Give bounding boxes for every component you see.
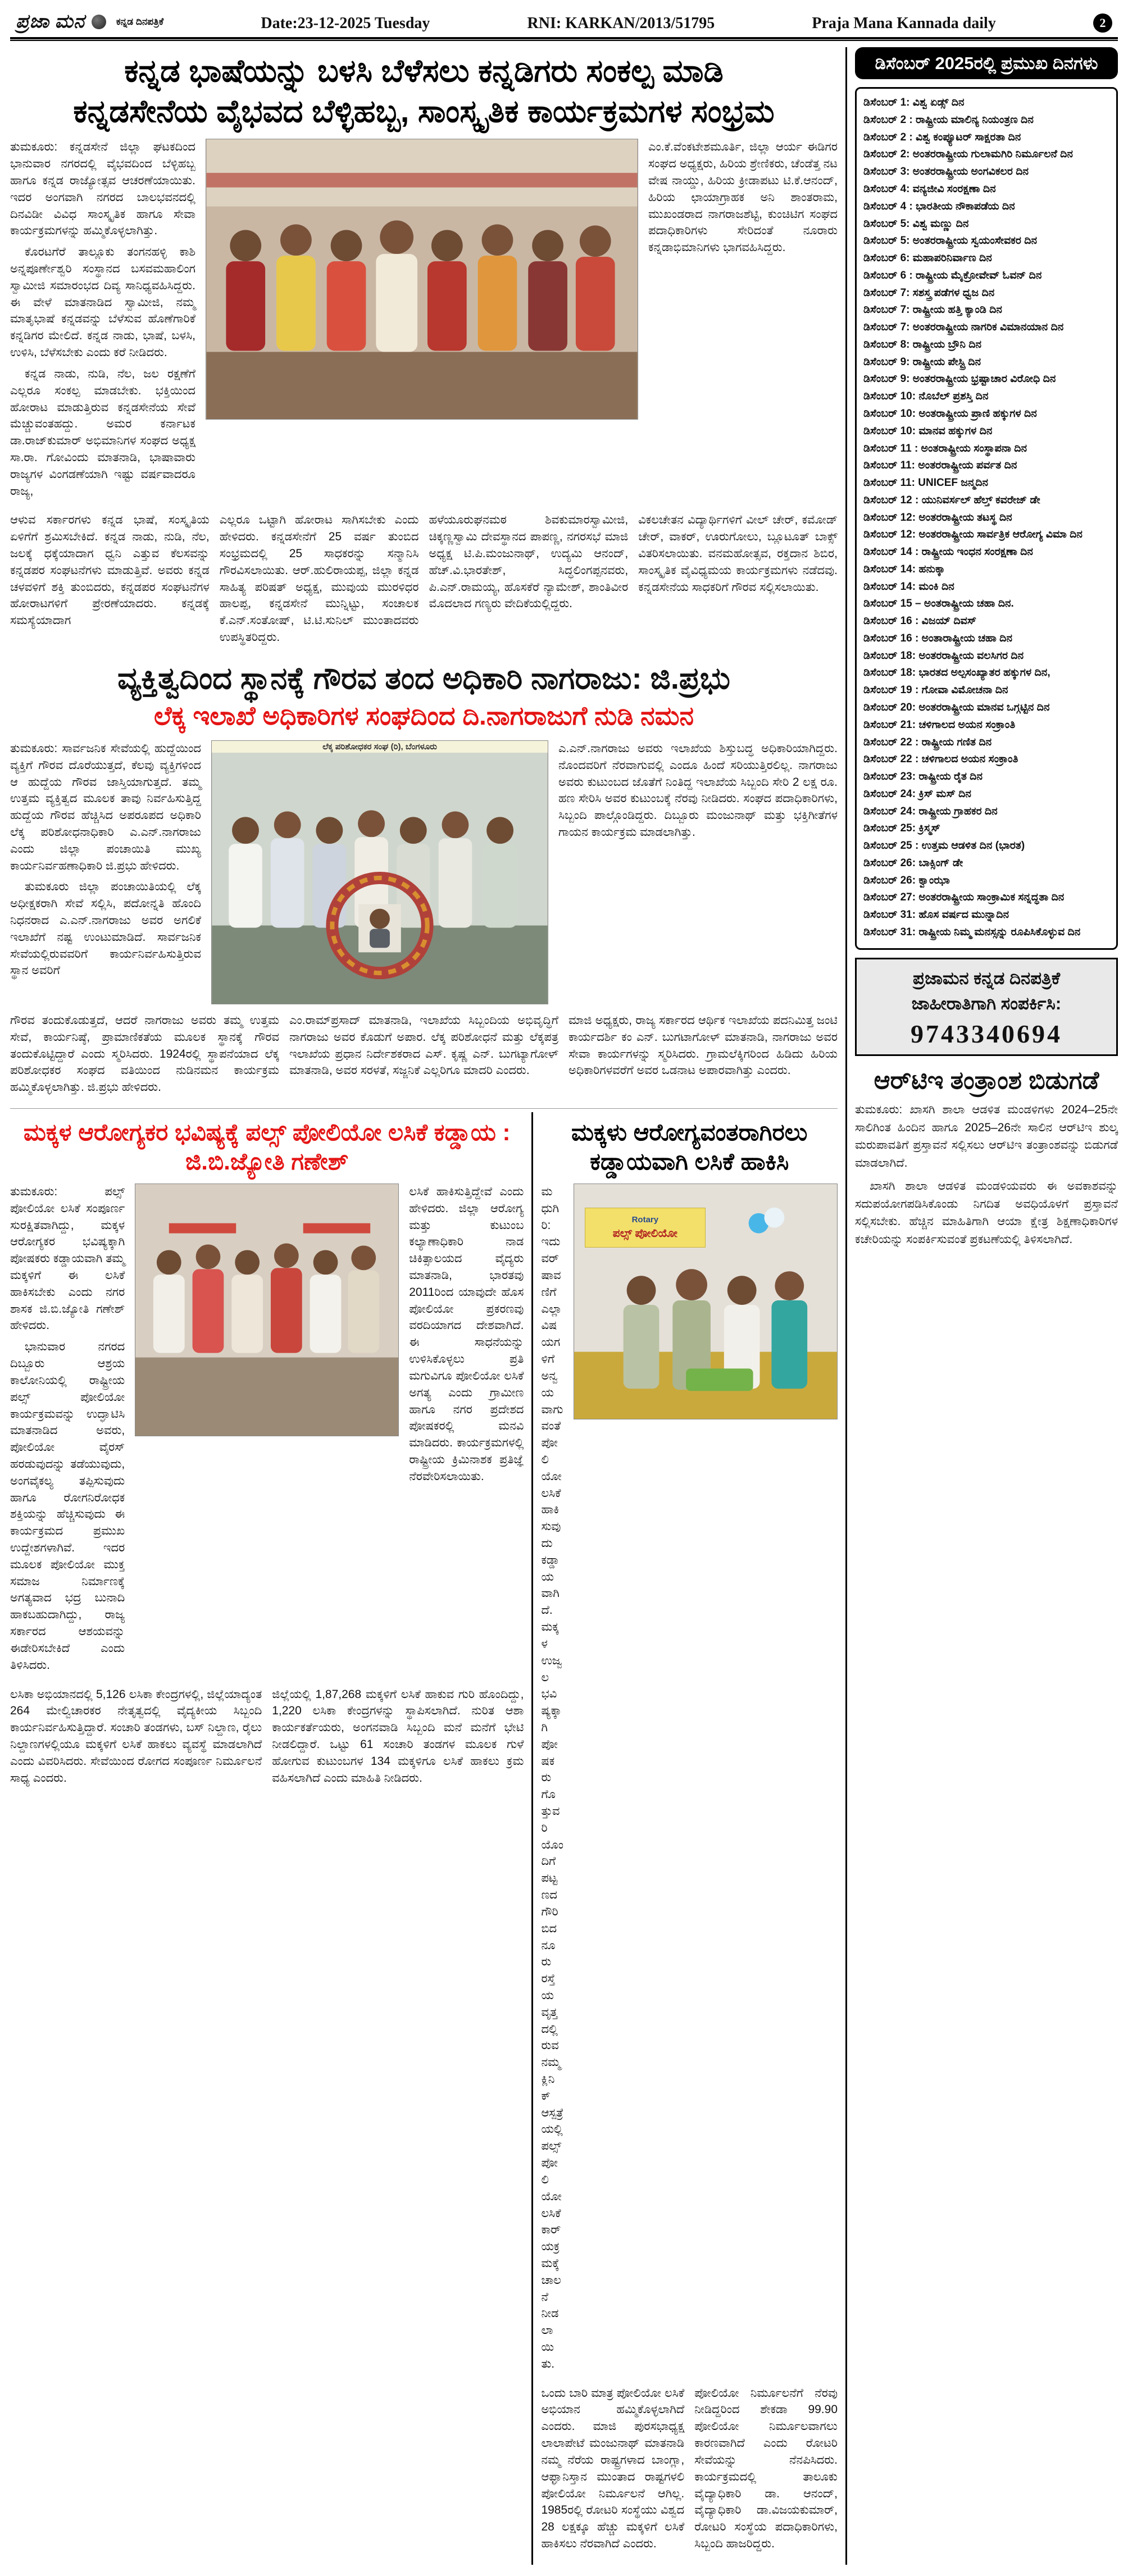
paper-logo-text: ಪ್ರಜಾ ಮನ <box>16 11 85 32</box>
article-kannada-sene-col5: ವಿಕಲಚೇತನ ವಿದ್ಯಾರ್ಥಿಗಳಿಗೆ ವೀಲ್ ಚೇರ್, ಕಮೋಡ್ ಚೇರ್, ವಾಕರ್, ಊರುಗೋಲು, ಬ್ಲೂಟೂತ್ ಬಾಕ್ಸ್ ವಿತರಿಸಲಾಯಿತು. ವನಮಹೋತ್ಸವ, ರಕ್ತದಾನ ಶಿಬಿರ, ಸಾಂಸ್ಕೃತಿಕ ವೈವಿಧ್ಯಮಯ ಕಾರ್ಯಕ್ರಮಗಳು ನಡೆದವು. ಕನ್ನಡಸೇನೆಯ ಸಾಧಕರಿಗೆ ಗೌರವ ಸಲ್ಲಿಸಲಾಯಿತು. <box>638 513 838 594</box>
december-day-item: ಡಿಸೆಂಬರ್ 20: ಅಂತರರಾಷ್ಟ್ರೀಯ ಮಾನವ ಒಗ್ಗಟ್ಟಿನ ದಿನ <box>863 701 1050 713</box>
december-day-item: ಡಿಸೆಂಬರ್ 10: ಅಂತರಾಷ್ಟ್ರೀಯ ಪ್ರಾಣಿ ಹಕ್ಕುಗಳ ದಿನ <box>863 407 1037 420</box>
article-rte <box>855 1064 1118 1254</box>
article-kannada-sene <box>10 51 838 650</box>
article-polio-city-col2: ಲಸಿಕೆ ಹಾಕಿಸುತ್ತಿದ್ದೇವೆ ಎಂದು ಹೇಳಿದರು. ಜಿಲ್ಲಾ ಆರೋಗ್ಯ ಮತ್ತು ಕುಟುಂಬ ಕಲ್ಯಾಣಾಧಿಕಾರಿ ನಾಡ ಚಿಕಿತ್ಸಾಲಯದ ವೈದ್ಯರು ಮಾತನಾಡಿ, ಭಾರತವು 2011ರಿಂದ ಯಾವುದೇ ಹೊಸ ಪೋಲಿಯೋ ಪ್ರಕರಣವು ವರದಿಯಾಗದ ದೇಶವಾಗಿದೆ. ಈ ಸಾಧನೆಯನ್ನು ಉಳಿಸಿಕೊಳ್ಳಲು ಪ್ರತಿ ಮಗುವಿಗೂ ಪೋಲಿಯೋ ಲಸಿಕೆ ಅಗತ್ಯ ಎಂದು ಗ್ರಾಮೀಣ ಹಾಗೂ ನಗರ ಪ್ರದೇಶದ ಪೋಷಕರಲ್ಲಿ ಮನವಿ ಮಾಡಿದರು. ಕಾರ್ಯಕ್ರಮಗಳಲ್ಲಿ ರಾಷ್ಟ್ರೀಯ ಕ್ರಿಮಿನಾಶಕ ಪ್ರತಿಜ್ಞೆ ನೆರವೇರಿಸಲಾಯಿತು. <box>409 1185 524 1483</box>
article-polio-madhugiri-intro: ಮಧುಗಿರಿ: ಇದು ವರ್ಷಾವಣಿಗೆ ಎಲ್ಲಾ ವಿಷಯಗಳಿಗೆ ಅನ್ವಯವಾಗುವಂತೆ ಪೋಲಿಯೋ ಲಸಿಕೆ ಹಾಕಿಸುವುದು ಕಡ್ಡಾಯವಾಗಿದೆ. ಮಕ್ಕಳ ಉಜ್ವಲ ಭವಿಷ್ಯಕ್ಕಾಗಿ ಪೋಷಕರು ಗೊತ್ತುವರಿಯೊಂದಿಗೆ ಪಟ್ಟಣದ ಗೌರಿಬಿದನೂರು ರಸ್ತೆಯ ವೃತ್ತದಲ್ಲಿರುವ ನಮ್ಮ ಕ್ಲಿನಿಕ್ ಆಸ್ಪತ್ರೆಯಲ್ಲಿ ಪಲ್ಸ್ ಪೋಲಿಯೋ ಲಸಿಕೆ ಕಾರ್ಯಕ್ರಮಕ್ಕೆ ಚಾಲನೆ ನೀಡಲಾಯಿತು. <box>541 1185 564 2370</box>
article-kannada-sene-col2: ಆಳುವ ಸರ್ಕಾರಗಳು ಕನ್ನಡ ಭಾಷೆ, ಸಂಸ್ಕೃತಿಯ ಏಳಿಗೆಗೆ ಶ್ರಮಿಸಬೇಕಿದೆ. ಕನ್ನಡ ನಾಡು, ನುಡಿ, ನೆಲ, ಜಲಕ್ಕೆ ಧಕ್ಕೆಯಾದಾಗ ಧ್ವನಿ ಎತ್ತುವ ಕೆಲಸವನ್ನು ಕನ್ನಡಪರ ಸಂಘಟನೆಗಳು ಮಾಡುತ್ತಿವೆ. ಅವರು ಕನ್ನಡ ಚಳವಳಿಗೆ ಶಕ್ತಿ ತುಂಬಿದರು, ಕನ್ನಡಪರ ಸಂಘಟನೆಗಳ ಹೋರಾಟಗಳಿಗೆ ಪ್ರೇರಣೆಯಾದರು. ಕನ್ನಡಕ್ಕೆ ಸಮಸ್ಯೆಯಾದಾಗ <box>10 513 210 627</box>
paper-logo <box>16 11 163 33</box>
page-number-badge: 2 <box>1093 13 1112 33</box>
article-polio-madhugiri-headline: ಮಕ್ಕಳು ಆರೋಗ್ಯವಂತರಾಗಿರಲು ಕಡ್ಡಾಯವಾಗಿ ಲಸಿಕೆ ಹಾಕಿಸಿ <box>571 1118 808 1175</box>
article-nagaraju-subheadline: ಲೆಕ್ಕ ಇಲಾಖೆ ಅಧಿಕಾರಿಗಳ ಸಂಘದಿಂದ ದಿ.ನಾಗರಾಜುಗೆ ನುಡಿ ನಮನ <box>153 700 694 730</box>
article-kannada-sene-col3: ಎಲ್ಲರೂ ಒಟ್ಟಾಗಿ ಹೋರಾಟ ಸಾಗಿಸಬೇಕು ಎಂದು ಹೇಳಿದರು. ಕನ್ನಡಸೇನೆಗೆ 25 ವರ್ಷ ತುಂಬಿದ ಸಂಭ್ರಮದಲ್ಲಿ 25 ಸಾಧಕರನ್ನು ಸನ್ಮಾನಿಸಿ ಗೌರವಿಸಲಾಯಿತು. ಆರ್.ಹುಲಿರಾಯಪ್ಪ, ಜಿಲ್ಲಾ ಕನ್ನಡ ಸಾಹಿತ್ಯ ಪರಿಷತ್ ಅಧ್ಯಕ್ಷ, ಮುವುಯ ಮುರಳಿಧರ ಹಾಲಪ್ಪ, ಕನ್ನಡಸೇನೆ ಮುನ್ನಿಟ್ಟು, ಸಂಚಾಲಕ ಕೆ.ಎನ್.ಸಂತೋಷ್, ಟಿ.ಟಿ.ಸುನಿಲ್ ಮುಂತಾದವರು ಉಪಸ್ಥಿತರಿದ್ದರು. <box>219 513 419 644</box>
december-day-item: ಡಿಸೆಂಬರ್ 24: ಕ್ರಿಸ್ ಮಸ್ ದಿನ <box>863 788 971 800</box>
ad-line-2: ಜಾಹೀರಾತಿಗಾಗಿ ಸಂಪರ್ಕಿಸಿ: <box>911 993 1062 1013</box>
photo-illustration <box>206 139 638 419</box>
december-day-item: ಡಿಸೆಂಬರ್ 1: ವಿಶ್ವ ಏಡ್ಸ್ ದಿನ <box>863 97 965 109</box>
december-day-item: ಡಿಸೆಂಬರ್ 31: ಹೊಸ ವರ್ಷದ ಮುನ್ನಾದಿನ <box>863 909 1009 921</box>
article-nagaraju-col1: ತುಮಕೂರು: ಸಾರ್ವಜನಿಕ ಸೇವೆಯಲ್ಲಿ ಹುದ್ದೆಯಿಂದ ವ್ಯಕ್ತಿಗೆ ಗೌರವ ದೊರೆಯುತ್ತದೆ, ಕೆಲವು ವ್ಯಕ್ತಿಗಳಿಂದ ಆ ಹುದ್ದೆಯ ಗೌರವ ಜಾಸ್ತಿಯಾಗುತ್ತದೆ. ತಮ್ಮ ಉತ್ತಮ ವ್ಯಕ್ತಿತ್ವದ ಮೂಲಕ ತಾವು ನಿರ್ವಹಿಸುತ್ತಿದ್ದ ಹುದ್ದೆಯ ಗೌರವ ಹೆಚ್ಚಿಸಿದ ಅಪರೂಪದ ಅಧಿಕಾರಿ ಲೆಕ್ಕ ಪರಿಶೋಧನಾಧಿಕಾರಿ ಎ.ಎನ್.ನಾಗರಾಜು ಎಂದು ಜಿಲ್ಲಾ ಪಂಚಾಯಿತಿ ಮುಖ್ಯ ಕಾರ್ಯನಿರ್ವಹಣಾಧಿಕಾರಿ ಜಿ.ಪ್ರಭು ಹೇಳಿದರು. ತುಮಕೂರು ಜಿಲ್ಲಾ ಪಂಚಾಯಿತಿಯಲ್ಲಿ ಲೆಕ್ಕ ಅಧೀಕ್ಷಕರಾಗಿ ಸೇವೆ ಸಲ್ಲಿಸಿ, ಪದೋನ್ನತಿ ಹೊಂದಿ ನಿಧನರಾದ ಎ.ಎನ್.ನಾಗರಾಜು ಅವರ ಅಗಲಿಕೆ ಇಲಾಖೆಗೆ ನಷ್ಟ ಉಂಟುಮಾಡಿದೆ. ಸಾರ್ವಜನಿಕ ಸೇವೆಯಲ್ಲಿರುವವರಿಗೆ ಕಾರ್ಯನಿರ್ವಹಿಸುತ್ತಿರುವ ಸ್ಥಾನ ಅವರಿಗೆ <box>10 741 201 977</box>
photo-banner-text: ಲೆಕ್ಕ ಪರಿಶೋಧಕರ ಸಂಘ (ರಿ), ಬೆಂಗಳೂರು <box>212 741 548 753</box>
article-kannada-sene-col-right: ಎಂ.ಕೆ.ವೆಂಕಟೇಶಮೂರ್ತಿ, ಜಿಲ್ಲಾ ಆರ್ಯ ಈಡಿಗರ ಸಂಘದ ಅಧ್ಯಕ್ಷರು, ಹಿರಿಯ ಶ್ರೇಣಿಕರು, ಚೆಂಡೆತ್ತ ನಟ ವೇಷ ನಾಯ್ಡು, ಹಿರಿಯ ಕ್ರೀಡಾಪಟು ಟಿ.ಕೆ.ಆನಂದ್, ಹಿರಿಯ ಛಾಯಾಗ್ರಾಹಕ ಅನಿ ಶಾಂತರಾಮ, ಮುಖಂಡರಾದ ನಾಗರಾಜಶೆಟ್ಟಿ, ಕುಂಚಿಟಿಗ ಸಂಘದ ಪದಾಧಿಕಾರಿಗಳು ಸೇರಿದಂತೆ ನೂರಾರು ಕನ್ನಡಾಭಿಮಾನಿಗಳು ಭಾಗವಹಿಸಿದ್ದರು. <box>648 140 838 254</box>
issue-date: Date:23-12-2025 Tuesday <box>261 15 430 32</box>
december-day-item: ಡಿಸೆಂಬರ್ 23: ರಾಷ್ಟ್ರೀಯ ರೈತ ದಿನ <box>863 771 983 783</box>
photo-illustration <box>135 1184 398 1436</box>
december-day-item: ಡಿಸೆಂಬರ್ 21: ಚಳಿಗಾಲದ ಅಯನ ಸಂಕ್ರಾಂತಿ <box>863 718 1016 731</box>
main-content-area <box>10 47 847 2565</box>
december-day-item: ಡಿಸೆಂಬರ್ 12 : ಯುನಿವರ್ಸಲ್ ಹೆಲ್ತ್ ಕವರೇಜ್ ಡೇ <box>863 494 1040 506</box>
december-day-item: ಡಿಸೆಂಬರ್ 5: ಅಂತರರಾಷ್ಟ್ರೀಯ ಸ್ವಯಂಸೇವಕರ ದಿನ <box>863 235 1038 247</box>
nagaraju-tribute-photo <box>211 740 548 1004</box>
photo-illustration <box>212 741 548 1004</box>
article-nagaraju-col2: ಗೌರವ ತಂದುಕೊಡುತ್ತದೆ, ಆದರೆ ನಾಗರಾಜು ಅವರು ತಮ್ಮ ಉತ್ತಮ ಸೇವೆ, ಕಾರ್ಯನಿಷ್ಠೆ, ಪ್ರಾಮಾಣಿಕತೆಯ ಮೂಲಕ ಸ್ಥಾನಕ್ಕೆ ಗೌರವ ತಂದುಕೊಟ್ಟಿದ್ದಾರೆ ಎಂದು ಸ್ಮರಿಸಿದರು. 1924ರಲ್ಲಿ ಸ್ಥಾಪನೆಯಾದ ಲೆಕ್ಕ ಪರಿಶೋಧಕರ ಸಂಘದ ವತಿಯಿಂದ ನುಡಿನಮನ ಕಾರ್ಯಕ್ರಮ ಹಮ್ಮಿಕೊಳ್ಳಲಾಗಿತ್ತು. ಜಿ.ಪ್ರಭು ಹೇಳಿದರು. <box>10 1013 279 1094</box>
december-day-item: ಡಿಸೆಂಬರ್ 16 : ಅಂತಾರಾಷ್ಟ್ರೀಯ ಚಹಾ ದಿನ <box>863 632 1013 644</box>
december-day-item: ಡಿಸೆಂಬರ್ 11: UNICEF ಜನ್ಮದಿನ <box>863 477 989 489</box>
december-day-item: ಡಿಸೆಂಬರ್ 6: ಮಹಾಪರಿನಿರ್ವಾಣ ದಿನ <box>863 252 992 265</box>
december-day-item: ಡಿಸೆಂಬರ್ 9: ಅಂತರರಾಷ್ಟ್ರೀಯ ಭ್ರಷ್ಟಾಚಾರ ವಿರೋಧಿ ದಿನ <box>863 373 1056 385</box>
december-day-item: ಡಿಸೆಂಬರ್ 10: ಮಾನವ ಹಕ್ಕುಗಳ ದಿನ <box>863 425 993 437</box>
rotary-banner-text: Rotary <box>631 1214 659 1225</box>
december-day-item: ಡಿಸೆಂಬರ್ 26: ಬಾಕ್ಸಿಂಗ್ ಡೇ <box>863 857 963 869</box>
december-day-item: ಡಿಸೆಂಬರ್ 7: ಅಂತರರಾಷ್ಟ್ರೀಯ ನಾಗರಿಕ ವಿಮಾನಯಾನ ದಿನ <box>863 321 1064 334</box>
article-nagaraju-col4: ಮಾಜಿ ಅಧ್ಯಕ್ಷರು, ರಾಜ್ಯ ಸರ್ಕಾರದ ಆರ್ಥಿಕ ಇಲಾಖೆಯ ಪದನಿಮಿತ್ತ ಜಂಟಿ ಕಾರ್ಯದರ್ಶಿ ಕಂ ಎನ್. ಬುಗಟಾಗೋಳ್ ಮಾತನಾಡಿ, ನಾಗರಾಜು ಅವರ ಸೇವಾ ಕಾರ್ಯಗಳನ್ನು ಸ್ಮರಿಸಿದರು. ಗ್ರಾಮಲೆಕ್ಕಿಗರಿಂದ ಹಿಡಿದು ಹಿರಿಯ ಅಧಿಕಾರಿಗಳವರೆಗೆ ಅವರ ಒಡನಾಟ ಅಪಾರವಾಗಿತ್ತು ಎಂದರು. <box>568 1013 838 1077</box>
december-day-item: ಡಿಸೆಂಬರ್ 10: ನೊಬೆಲ್ ಪ್ರಶಸ್ತಿ ದಿನ <box>863 390 989 403</box>
december-day-item: ಡಿಸೆಂಬರ್ 25: ಕ್ರಿಸ್ಮಸ್ <box>863 822 940 835</box>
december-day-item: ಡಿಸೆಂಬರ್ 14: ಮಂಕಿ ದಿನ <box>863 580 954 593</box>
december-day-item: ಡಿಸೆಂಬರ್ 31: ರಾಷ್ಟ್ರೀಯ ನಿಮ್ಮ ಮನಸ್ಸನ್ನು ರೂಪಿಸಿಕೊಳ್ಳುವ ದಿನ <box>863 926 1081 938</box>
december-day-item: ಡಿಸೆಂಬರ್ 27: ಅಂತರರಾಷ್ಟ್ರೀಯ ಸಾಂಕ್ರಾಮಿಕ ಸನ್ನದ್ಧತಾ ದಿನ <box>863 891 1065 904</box>
december-day-item: ಡಿಸೆಂಬರ್ 14 : ರಾಷ್ಟ್ರೀಯ ಇಂಧನ ಸಂರಕ್ಷಣಾ ದಿನ <box>863 546 1033 558</box>
paper-emblem-icon <box>92 15 106 29</box>
december-day-item: ಡಿಸೆಂಬರ್ 3: ಅಂತರರಾಷ್ಟ್ರೀಯ ಅಂಗವಿಕಲರ ದಿನ <box>863 166 1029 178</box>
december-day-item: ಡಿಸೆಂಬರ್ 2 : ರಾಷ್ಟ್ರೀಯ ಮಾಲಿನ್ಯ ನಿಯಂತ್ರಣ ದಿನ <box>863 113 1034 126</box>
december-day-item: ಡಿಸೆಂಬರ್ 18: ಅಂತರರಾಷ್ಟ್ರೀಯ ವಲಸಿಗರ ದಿನ <box>863 649 1024 662</box>
article-nagaraju-headline: ವ್ಯಕ್ತಿತ್ವದಿಂದ ಸ್ಥಾನಕ್ಕೆ ಗೌರವ ತಂದ ಅಧಿಕಾರಿ ನಾಗರಾಜು: ಜಿ.ಪ್ರಭು <box>117 661 730 695</box>
december-day-item: ಡಿಸೆಂಬರ್ 22 : ಚಳಿಗಾಲದ ಅಯನ ಸಂಕ್ರಾಂತಿ <box>863 753 1018 766</box>
headline-line-2: ಕನ್ನಡಸೇನೆಯ ವೈಭವದ ಬೆಳ್ಳಿಹಬ್ಬ, ಸಾಂಸ್ಕೃತಿಕ ಕಾರ್ಯಕ್ರಮಗಳ ಸಂಭ್ರಮ <box>73 93 775 129</box>
article-nagaraju-col3: ಎಂ.ರಾಮ್‌ಪ್ರಸಾದ್ ಮಾತನಾಡಿ, ಇಲಾಖೆಯ ಸಿಬ್ಬಂದಿಯ ಅಭಿವೃದ್ಧಿಗೆ ನಾಗರಾಜು ಅವರ ಕೊಡುಗೆ ಅಪಾರ. ಲೆಕ್ಕ ಪರಿಶೋಧನೆ ಮತ್ತು ಲೆಕ್ಕಪತ್ರ ಇಲಾಖೆಯ ಪ್ರಧಾನ ನಿರ್ದೇಶಕರಾದ ಎಸ್. ಕೃಷ್ಣ ಎನ್. ಬುಗಟ್ಯಾಗೋಳ್ ಮಾತನಾಡಿ, ಅವರ ಸರಳತೆ, ಸಜ್ಜನಿಕೆ ಎಲ್ಲರಿಗೂ ಮಾದರಿ ಎಂದರು. <box>289 1013 558 1077</box>
december-day-item: ಡಿಸೆಂಬರ್ 22 : ರಾಷ್ಟ್ರೀಯ ಗಣಿತ ದಿನ <box>863 736 992 748</box>
december-day-item: ಡಿಸೆಂಬರ್ 11 : ಅಂತರಾಷ್ಟ್ರೀಯ ಸಂಸ್ಥಾಪನಾ ದಿನ <box>863 442 1027 454</box>
december-day-item: ಡಿಸೆಂಬರ್ 9: ರಾಷ್ಟ್ರೀಯ ಪೇಸ್ಟ್ರಿ ದಿನ <box>863 356 981 368</box>
article-polio-madhugiri-col2: ಪೋಲಿಯೋ ನಿರ್ಮೂಲನೆಗೆ ನೆರವು ನೀಡಿದ್ದರಿಂದ ಶೇಕಡಾ 99.90 ಪೋಲಿಯೋ ನಿರ್ಮೂಲವಾಗಲು ಕಾರಣವಾಗಿದೆ ಎಂದು ರೋಟರಿ ಸೇವೆಯನ್ನು ನೆನಪಿಸಿದರು. ಕಾರ್ಯಕ್ರಮದಲ್ಲಿ ತಾಲೂಕು ವೈದ್ಯಾಧಿಕಾರಿ ಡಾ. ಆನಂದ್, ವೈದ್ಯಾಧಿಕಾರಿ ಡಾ.ವಿಜಯಕುಮಾರ್, ರೋಟರಿ ಸಂಸ್ಥೆಯ ಪದಾಧಿಕಾರಿಗಳು, ಸಿಬ್ಬಂದಿ ಹಾಜರಿದ್ದರು. <box>694 2386 838 2550</box>
article-polio-city-col4: ಜಿಲ್ಲೆಯಲ್ಲಿ 1,87,268 ಮಕ್ಕಳಿಗೆ ಲಸಿಕೆ ಹಾಕುವ ಗುರಿ ಹೊಂದಿದ್ದು, 1,220 ಲಸಿಕಾ ಕೇಂದ್ರಗಳನ್ನು ಸ್ಥಾಪಿಸಲಾಗಿದೆ. ನುರಿತ ಆಶಾ ಕಾರ್ಯಕರ್ತೆಯರು, ಅಂಗನವಾಡಿ ಸಿಬ್ಬಂದಿ ಮನೆ ಮನೆಗೆ ಭೇಟಿ ನೀಡಲಿದ್ದಾರೆ. ಒಟ್ಟು 61 ಸಂಚಾರಿ ತಂಡಗಳ ಮೂಲಕ ಗುಳೆ ಹೋಗುವ ಕುಟುಂಬಗಳ 134 ಮಕ್ಕಳಿಗೂ ಲಸಿಕೆ ಹಾಕಲು ಕ್ರಮ ವಹಿಸಲಾಗಿದೆ ಎಂದು ಮಾಹಿತಿ ನೀಡಿದರು. <box>272 1687 524 1785</box>
december-day-item: ಡಿಸೆಂಬರ್ 19 : ಗೋವಾ ವಿಮೋಚನಾ ದಿನ <box>863 684 1008 697</box>
headline-line-1: ಕನ್ನಡ ಭಾಷೆಯನ್ನು ಬಳಸಿ ಬೆಳೆಸಲು ಕನ್ನಡಿಗರು ಸಂಕಲ್ಪ ಮಾಡಿ <box>124 53 724 88</box>
article-polio-madhugiri-col1: ಒಂದು ಬಾರಿ ಮಾತ್ರ ಪೋಲಿಯೋ ಲಸಿಕೆ ಅಭಿಯಾನ ಹಮ್ಮಿಕೊಳ್ಳಲಾಗಿದೆ ಎಂದರು. ಮಾಜಿ ಪುರಸಭಾಧ್ಯಕ್ಷ ಲಾಲಾಪೇಟೆ ಮಂಜುನಾಥ್ ಮಾತನಾಡಿ ನಮ್ಮ ನೆರೆಯ ರಾಷ್ಟ್ರಗಳಾದ ಬಾಂಗ್ಲಾ, ಆಫ್ಘಾನಿಸ್ತಾನ ಮುಂತಾದ ರಾಷ್ಟಗಳಲಿ ಪೋಲಿಯೋ ನಿರ್ಮೂಲನೆ ಆಗಿಲ್ಲ. 1985ರಲ್ಲಿ ರೋಟರಿ ಸಂಸ್ಥೆಯು ವಿಶ್ವದ 28 ಲಕ್ಷಕ್ಕೂ ಹೆಚ್ಚು ಮಕ್ಕಳಿಗೆ ಲಸಿಕೆ ಹಾಕಿಸಲು ನೆರವಾಗಿದೆ ಎಂದರು. <box>541 2386 685 2550</box>
december-day-item: ಡಿಸೆಂಬರ್ 7: ಸಶಸ್ತ್ರ ಪಡೆಗಳ ಧ್ವಜ ದಿನ <box>863 286 995 299</box>
december-day-item: ಡಿಸೆಂಬರ್ 18: ಭಾರತದ ಅಲ್ಪಸಂಖ್ಯಾತರ ಹಕ್ಕುಗಳ ದಿನ, <box>863 667 1050 679</box>
rte-paragraph-2: ಖಾಸಗಿ ಶಾಲಾ ಆಡಳಿತ ಮಂಡಳಿಯವರು ಈ ಅವಕಾಶವನ್ನು ಸದುಪಯೋಗಪಡಿಸಿಕೊಂಡು ನಿಗದಿತ ಅವಧಿಯೊಳಗೆ ಪ್ರಸ್ತಾವನೆ ಸಲ್ಲಿಸಬೇಕು. ಹೆಚ್ಚಿನ ಮಾಹಿತಿಗಾಗಿ ಆಯಾ ಕ್ಷೇತ್ರ ಶಿಕ್ಷಣಾಧಿಕಾರಿಗಳ ಕಚೇರಿಯನ್ನು ಸಂಪರ್ಕಿಸುವಂತೆ ಪ್ರಕಟಣೆಯಲ್ಲಿ ತಿಳಿಸಲಾಗಿದೆ. <box>855 1180 1118 1246</box>
masthead <box>10 8 1118 39</box>
december-day-item: ಡಿಸೆಂಬರ್ 7: ರಾಷ್ಟ್ರೀಯ ಹತ್ತಿ ಕ್ಯಾಂಡಿ ದಿನ <box>863 304 1002 316</box>
december-day-item: ಡಿಸೆಂಬರ್ 15 – ಅಂತರಾಷ್ಟ್ರೀಯ ಚಹಾ ದಿನ. <box>863 598 1014 610</box>
polio-banner-text: ಪಲ್ಸ್ ಪೋಲಿಯೋ <box>612 1227 677 1240</box>
december-days-list <box>855 87 1118 950</box>
december-day-item: ಡಿಸೆಂಬರ್ 16 : ವಿಜಯ್ ದಿವಸ್ <box>863 615 977 627</box>
article-polio-city-col3: ಲಸಿಕಾ ಅಭಿಯಾನದಲ್ಲಿ 5,126 ಲಸಿಕಾ ಕೇಂದ್ರಗಳಲ್ಲಿ, ಜಿಲ್ಲೆಯಾದ್ಯಂತ 264 ಮೇಲ್ವಿಚಾರಕರ ನೇತೃತ್ವದಲ್ಲಿ ವೈದ್ಯಕೀಯ ಸಿಬ್ಬಂದಿ ಕಾರ್ಯನಿರ್ವಹಿಸುತ್ತಿದ್ದಾರೆ. ಸಂಚಾರಿ ತಂಡಗಳು, ಬಸ್ ನಿಲ್ದಾಣ, ರೈಲು ನಿಲ್ದಾಣಗಳಲ್ಲಿಯೂ ಮಕ್ಕಳಿಗೆ ಲಸಿಕೆ ಹಾಕಲು ವ್ಯವಸ್ಥೆ ಮಾಡಲಾಗಿದೆ ಎಂದು ವಿವರಿಸಿದರು. ಸೇವೆಯಿಂದ ರೋಗದ ಸಂಪೂರ್ಣ ನಿರ್ಮೂಲನೆ ಸಾಧ್ಯ ಎಂದರು. <box>10 1687 262 1785</box>
december-day-item: ಡಿಸೆಂಬರ್ 2: ಅಂತರರಾಷ್ಟ್ರೀಯ ಗುಲಾಮಗಿರಿ ನಿರ್ಮೂಲನೆ ದಿನ <box>863 148 1073 161</box>
article-polio-city-col1: ತುಮಕೂರು: ಪಲ್ಸ್ ಪೋಲಿಯೋ ಲಸಿಕೆ ಸಂಪೂರ್ಣ ಸುರಕ್ಷಿತವಾಗಿದ್ದು, ಮಕ್ಕಳ ಆರೋಗ್ಯಕರ ಭವಿಷ್ಯಕ್ಕಾಗಿ ಪೋಷಕರು ಕಡ್ಡಾಯವಾಗಿ ತಮ್ಮ ಮಕ್ಕಳಿಗೆ ಈ ಲಸಿಕೆ ಹಾಕಿಸಬೇಕು ಎಂದು ನಗರ ಶಾಸಕ ಜಿ.ಬಿ.ಜ್ಯೋತಿ ಗಣೇಶ್ ಹೇಳಿದರು. ಭಾನುವಾರ ನಗರದ ದಿಬ್ಬೂರು ಆಶ್ರಯ ಕಾಲೋನಿಯಲ್ಲಿ ರಾಷ್ಟ್ರೀಯ ಪಲ್ಸ್ ಪೋಲಿಯೋ ಕಾರ್ಯಕ್ರಮವನ್ನು ಉದ್ಘಾಟಿಸಿ ಮಾತನಾಡಿದ ಅವರು, ಪೋಲಿಯೋ ವೈರಸ್ ಹರಡುವುದನ್ನು ತಡೆಯುವುದು, ಅಂಗವೈಕಲ್ಯ ತಪ್ಪಿಸುವುದು ಹಾಗೂ ರೋಗನಿರೋಧಕ ಶಕ್ತಿಯನ್ನು ಹೆಚ್ಚಿಸುವುದು ಈ ಕಾರ್ಯಕ್ರಮದ ಪ್ರಮುಖ ಉದ್ದೇಶಗಳಾಗಿವೆ. ಇದರ ಮೂಲಕ ಪೋಲಿಯೋ ಮುಕ್ತ ಸಮಾಜ ನಿರ್ಮಾಣಕ್ಕೆ ಅಗತ್ಯವಾದ ಭದ್ರ ಬುನಾದಿ ಹಾಕಬಹುದಾಗಿದ್ದು, ರಾಜ್ಯ ಸರ್ಕಾರದ ಆಶಯವನ್ನು ಈಡೇರಿಸಬೇಕಿದೆ ಎಂದು ತಿಳಿಸಿದರು. <box>10 1185 125 1672</box>
december-day-item: ಡಿಸೆಂಬರ್ 25 : ಉತ್ತಮ ಆಡಳಿತ ದಿನ (ಭಾರತ) <box>863 840 1025 852</box>
kannada-sene-stage-photo <box>206 139 638 420</box>
article-nagaraju <box>10 661 838 1100</box>
december-day-item: ಡಿಸೆಂಬರ್ 12: ಅಂತರರಾಷ್ಟ್ರೀಯ ತಟಸ್ಥ ದಿನ <box>863 511 1012 524</box>
polio-city-launch-photo <box>135 1184 399 1436</box>
december-day-item: ಡಿಸೆಂಬರ್ 6 : ರಾಷ್ಟ್ರೀಯ ಮೈಕ್ರೋವೇವ್ ಓವನ್ ದಿನ <box>863 269 1042 281</box>
paper-name-english: Praja Mana Kannada daily <box>812 15 996 32</box>
december-day-item: ಡಿಸೆಂಬರ್ 8: ರಾಷ್ಟ್ರೀಯ ಬ್ರೌನಿ ದಿನ <box>863 338 982 351</box>
article-polio-city <box>10 1112 533 2565</box>
december-day-item: ಡಿಸೆಂಬರ್ 2 : ವಿಶ್ವ ಕಂಪ್ಯೂಟರ್ ಸಾಕ್ಷರತಾ ದಿನ <box>863 131 1021 143</box>
ad-line-1: ಪ್ರಜಾಮನ ಕನ್ನಡ ದಿನಪತ್ರಿಕೆ <box>912 968 1061 988</box>
rte-paragraph-1: ತುಮಕೂರು: ಖಾಸಗಿ ಶಾಲಾ ಆಡಳಿತ ಮಂಡಳಿಗಳು 2024–25ನೇ ಸಾಲಿಗಿಂತ ಹಿಂದಿನ ಹಾಗೂ 2025–26ನೇ ಸಾಲಿನ ಆರ್‌ಟಿಇ ಶುಲ್ಕ ಮರುಪಾವತಿಗೆ ಪ್ರಸ್ತಾವನೆ ಸಲ್ಲಿಸಲು ಆರ್‌ಟಿಇ ತಂತ್ರಾಂಶವನ್ನು ಬಿಡುಗಡೆ ಮಾಡಲಾಗಿದೆ. <box>855 1103 1118 1169</box>
december-day-item: ಡಿಸೆಂಬರ್ 24: ರಾಷ್ಟ್ರೀಯ ಗ್ರಾಹಕರ ದಿನ <box>863 805 998 817</box>
article-kannada-sene-col4: ಹಳೆಯೂರುಘನಮಠ ಶಿವಕುಮಾರಸ್ವಾಮೀಜಿ, ಚಿಕ್ಕಣ್ಣಸ್ವಾಮಿ ದೇವಸ್ಥಾನದ ಪಾಪಣ್ಣ, ನಗರಸಭೆ ಮಾಜಿ ಅಧ್ಯಕ್ಷ ಟಿ.ಪಿ.ಮಂಜುನಾಥ್, ಉದ್ಯಮಿ ಆನಂದ್, ಹೆಚ್.ವಿ.ಭಾರತೇಶ್, ಸಿದ್ಧಲಿಂಗಪ್ಪನವರು, ಪಿ.ಎನ್.ರಾಮಯ್ಯ, ಹೊಸಕೆರೆ ನ್ಯಾಮೇಶ್, ಶಾಂತಿವೀರ ಮೊದಲಾದ ಗಣ್ಯರು ವೇದಿಕೆಯಲ್ಲಿದ್ದರು. <box>429 513 629 611</box>
sidebar <box>855 47 1118 2565</box>
december-day-item: ಡಿಸೆಂಬರ್ 12: ಅಂತರರಾಷ್ಟ್ರೀಯ ಸಾರ್ವತ್ರಿಕ ಆರೋಗ್ಯ ವಿಮಾ ದಿನ <box>863 529 1082 541</box>
article-polio-madhugiri <box>541 1112 838 2565</box>
december-day-item: ಡಿಸೆಂಬರ್ 4 : ಭಾರತೀಯ ನೌಕಾಪಡೆಯ ದಿನ <box>863 200 1015 212</box>
article-kannada-sene-headline <box>10 51 838 131</box>
article-rte-headline: ಆರ್‌ಟಿಇ ತಂತ್ರಾಂಶ ಬಿಡುಗಡೆ <box>874 1066 1099 1094</box>
advertisement-contact-box <box>855 958 1118 1056</box>
article-nagaraju-col-right: ಎ.ಎನ್.ನಾಗರಾಜು ಅವರು ಇಲಾಖೆಯ ಶಿಸ್ತುಬದ್ಧ ಅಧಿಕಾರಿಯಾಗಿದ್ದರು. ನೊಂದವರಿಗೆ ನೆರವಾಗುವಲ್ಲಿ ಎಂದೂ ಹಿಂದೆ ಸರಿಯುತ್ತಿರಲಿಲ್ಲ. ನಾಗರಾಜು ಅವರು ಕುಟುಂಬದ ಜೊತೆಗೆ ನಿಂತಿದ್ದ ಇಲಾಖೆಯ ಸಿಬ್ಬಂದಿ ಸೇರಿ 2 ಲಕ್ಷ ರೂ. ಹಣ ಸೇರಿಸಿ ಅವರ ಕುಟುಂಬಕ್ಕೆ ನೆರವು ನೀಡಿದರು. ಸಂಘದ ಪದಾಧಿಕಾರಿಗಳು, ಸಿಬ್ಬಂದಿ ಪಾಲ್ಗೊಂಡಿದ್ದರು. ದಿಬ್ಬೂರು ಮಂಜುನಾಥ್ ಮತ್ತು ಭಕ್ತಿಗೀತೆಗಳ ಗಾಯನ ಕಾರ್ಯಕ್ರಮ ಮಾಡಲಾಗಿತ್ತು. <box>558 741 838 839</box>
december-day-item: ಡಿಸೆಂಬರ್ 11: ಅಂತರರಾಷ್ಟ್ರೀಯ ಪರ್ವತ ದಿನ <box>863 459 1017 472</box>
article-polio-city-headline: ಮಕ್ಕಳ ಆರೋಗ್ಯಕರ ಭವಿಷ್ಯಕ್ಕೆ ಪಲ್ಸ್ ಪೋಲಿಯೋ ಲಸಿಕೆ ಕಡ್ಡಾಯ : ಜಿ.ಬಿ.ಜ್ಯೋತಿ ಗಣೇಶ್ <box>23 1118 511 1175</box>
article-kannada-sene-col1: ತುಮಕೂರು: ಕನ್ನಡಸೇನೆ ಜಿಲ್ಲಾ ಘಟಕದಿಂದ ಭಾನುವಾರ ನಗರದಲ್ಲಿ ವೈಭವದಿಂದ ಬೆಳ್ಳಿಹಬ್ಬ ಹಾಗೂ ಕನ್ನಡ ರಾಜ್ಯೋತ್ಸವ ಆಚರಣೆಯಾಯಿತು. ಇದರ ಅಂಗವಾಗಿ ನಗರದ ಬಾಲಭವನದಲ್ಲಿ ದಿನವಿಡೀ ವಿವಿಧ ಸಾಂಸ್ಕೃತಿಕ ಹಾಗೂ ಸೇವಾ ಕಾರ್ಯಕ್ರಮಗಳನ್ನು ಹಮ್ಮಿಕೊಳ್ಳಲಾಗಿತ್ತು. ಕೊರಟಗೆರೆ ತಾಲ್ಲೂಕು ತಂಗನಹಳ್ಳಿ ಕಾಶಿ ಅನ್ನಪೂರ್ಣೇಶ್ವರಿ ಸಂಸ್ಥಾನದ ಬಸವಮಹಾಲಿಂಗ ಸ್ವಾಮೀಜಿ ಸಮಾರಂಭದ ದಿವ್ಯ ಸಾನಿಧ್ಯವಹಿಸಿದ್ದರು. ಈ ವೇಳೆ ಮಾತನಾಡಿದ ಸ್ವಾಮೀಜಿ, ನಮ್ಮ ಮಾತೃಭಾಷೆ ಕನ್ನಡವನ್ನು ಬೆಳೆಸುವ ಹೊಣೆಗಾರಿಕೆ ಕನ್ನಡಿಗರ ಮೇಲಿದೆ. ಕನ್ನಡ ನಾಡು, ಭಾಷೆ, ಬಳಸಿ, ಉಳಿಸಿ, ಬೆಳೆಸಬೇಕು ಎಂದು ಕರೆ ನೀಡಿದರು. ಕನ್ನಡ ನಾಡು, ನುಡಿ, ನೆಲ, ಜಲ ರಕ್ಷಣೆಗೆ ಎಲ್ಲರೂ ಸಂಕಲ್ಪ ಮಾಡಬೇಕು. ಭಕ್ತಿಯಿಂದ ಹೋರಾಟ ಮಾಡುತ್ತಿರುವ ಕನ್ನಡಸೇನೆಯ ಸೇವೆ ಮೆಚ್ಚುವಂತಹದ್ದು. ಅಮರ ಕರ್ನಾಟಕ ಡಾ.ರಾಜ್‌ಕುಮಾರ್ ಅಭಿಮಾನಿಗಳ ಸಂಘದ ಅಧ್ಯಕ್ಷ ಸಾ.ರಾ. ಗೋವಿಂದು ಮಾತನಾಡಿ, ಭಾಷಾವಾರು ರಾಜ್ಯಗಳ ವಿಂಗಡಣೆಯಾಗಿ ಇಷ್ಟು ವರ್ಷವಾದರೂ ರಾಜ್ಯ, <box>10 140 195 498</box>
december-days-title: ಡಿಸೆಂಬರ್ 2025ರಲ್ಲಿ ಪ್ರಮುಖ ದಿನಗಳು <box>855 47 1118 79</box>
december-day-item: ಡಿಸೆಂಬರ್ 14: ಹನುಕ್ಕಾ <box>863 563 945 575</box>
rni-number: RNI: KARKAN/2013/51795 <box>527 15 715 32</box>
polio-madhugiri-photo <box>574 1184 838 1419</box>
article-rte-body <box>855 1101 1118 1248</box>
december-day-item: ಡಿಸೆಂಬರ್ 4: ವನ್ಯಜೀವಿ ಸಂರಕ್ಷಣಾ ದಿನ <box>863 183 996 195</box>
ad-phone-number: 9743340694 <box>911 1019 1062 1048</box>
december-day-item: ಡಿಸೆಂಬರ್ 26: ಕ್ವಾಂಝಾ <box>863 874 950 886</box>
paper-logo-subtext: ಕನ್ನಡ ದಿನಪತ್ರಿಕೆ <box>116 16 164 27</box>
rotary-banner <box>585 1208 706 1248</box>
december-day-item: ಡಿಸೆಂಬರ್ 5: ವಿಶ್ವ ಮಣ್ಣು ದಿನ <box>863 217 969 230</box>
